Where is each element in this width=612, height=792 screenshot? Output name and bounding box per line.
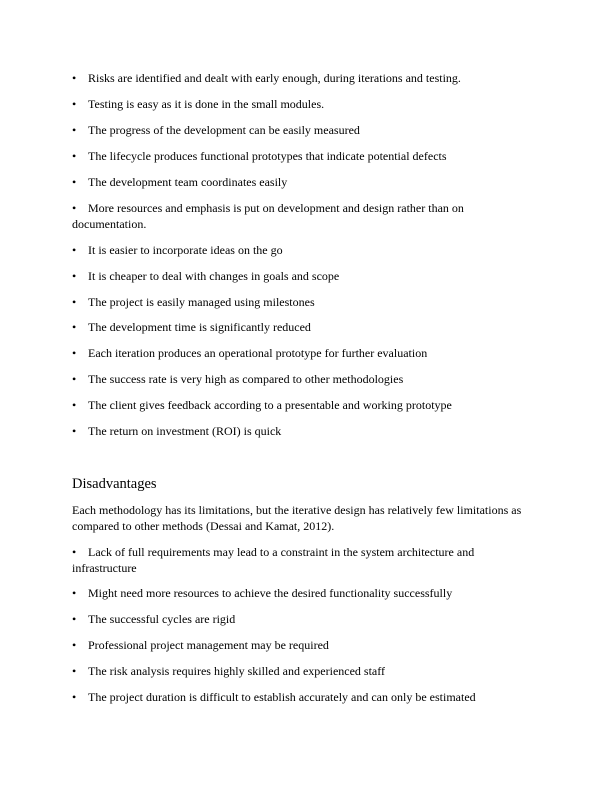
bullet-icon: • xyxy=(72,175,77,189)
list-item xyxy=(72,424,540,440)
list-item-text: The development team coordinates easily xyxy=(88,175,288,189)
bullet-icon: • xyxy=(72,664,77,678)
list-item-text: Each iteration produces an operational prototype for further evaluation xyxy=(88,346,428,360)
bullet-icon: • xyxy=(72,586,77,600)
list-item-text: Risks are identified and dealt with early enough, during iterations and testing. xyxy=(88,71,461,85)
bullet-icon: • xyxy=(72,690,77,704)
bullet-icon: • xyxy=(72,295,77,309)
bullet-icon: • xyxy=(72,97,77,111)
bullet-icon: • xyxy=(72,372,77,386)
list-item-text: Might need more resources to achieve the desired functionality successfully xyxy=(88,586,453,600)
list-item xyxy=(72,690,540,706)
list-item-text: The project duration is difficult to establish accurately and can only be estimated xyxy=(88,690,476,704)
list-item xyxy=(72,71,540,87)
list-item-text: Professional project management may be required xyxy=(88,638,329,652)
bullet-icon: • xyxy=(72,243,77,257)
bullet-icon: • xyxy=(72,424,77,438)
list-item xyxy=(72,586,540,602)
list-item-text: The return on investment (ROI) is quick xyxy=(88,424,282,438)
list-item-text: Lack of full requirements may lead to a constraint in the system architecture and infrastructure xyxy=(72,545,475,575)
bullet-icon: • xyxy=(72,545,77,559)
bullet-icon: • xyxy=(72,269,77,283)
section-intro: Each methodology has its limitations, but the iterative design has relatively few limitations as compared to other methods (Dessai and Kamat, 2012). xyxy=(72,503,522,533)
bullet-icon: • xyxy=(72,398,77,412)
list-item xyxy=(72,149,540,165)
bullet-icon: • xyxy=(72,149,77,163)
section-heading: Disadvantages xyxy=(72,476,157,492)
list-item xyxy=(72,175,540,191)
list-item-text: More resources and emphasis is put on development and design rather than on documentation. xyxy=(72,201,464,231)
list-item xyxy=(72,123,540,139)
list-item-text: It is cheaper to deal with changes in goals and scope xyxy=(88,269,340,283)
list-item xyxy=(72,398,540,414)
bullet-icon: • xyxy=(72,346,77,360)
list-item xyxy=(72,638,540,654)
list-item xyxy=(72,664,540,680)
list-item-text: The risk analysis requires highly skilled and experienced staff xyxy=(88,664,386,678)
list-item-text: The progress of the development can be easily measured xyxy=(88,123,360,137)
list-item-text: The development time is significantly reduced xyxy=(88,320,311,334)
list-item xyxy=(72,269,540,285)
list-item-text: Testing is easy as it is done in the small modules. xyxy=(88,97,325,111)
bullet-icon: • xyxy=(72,320,77,334)
bullet-icon: • xyxy=(72,123,77,137)
list-item-text: It is easier to incorporate ideas on the go xyxy=(88,243,283,257)
list-item xyxy=(72,97,540,113)
bullet-icon: • xyxy=(72,201,77,215)
list-item-text: The project is easily managed using milestones xyxy=(88,295,315,309)
bullet-icon: • xyxy=(72,612,77,626)
list-item-text: The lifecycle produces functional prototypes that indicate potential defects xyxy=(88,149,447,163)
list-item xyxy=(72,612,540,628)
bullet-icon: • xyxy=(72,638,77,652)
list-item xyxy=(72,243,540,259)
bullet-icon: • xyxy=(72,71,77,85)
list-item xyxy=(72,320,540,336)
list-item xyxy=(72,545,540,576)
list-item xyxy=(72,295,540,311)
list-item-text: The client gives feedback according to a presentable and working prototype xyxy=(88,398,452,412)
list-item xyxy=(72,372,540,388)
list-item xyxy=(72,346,540,362)
list-item xyxy=(72,201,540,232)
list-item-text: The success rate is very high as compared to other methodologies xyxy=(88,372,404,386)
list-item-text: The successful cycles are rigid xyxy=(88,612,236,626)
